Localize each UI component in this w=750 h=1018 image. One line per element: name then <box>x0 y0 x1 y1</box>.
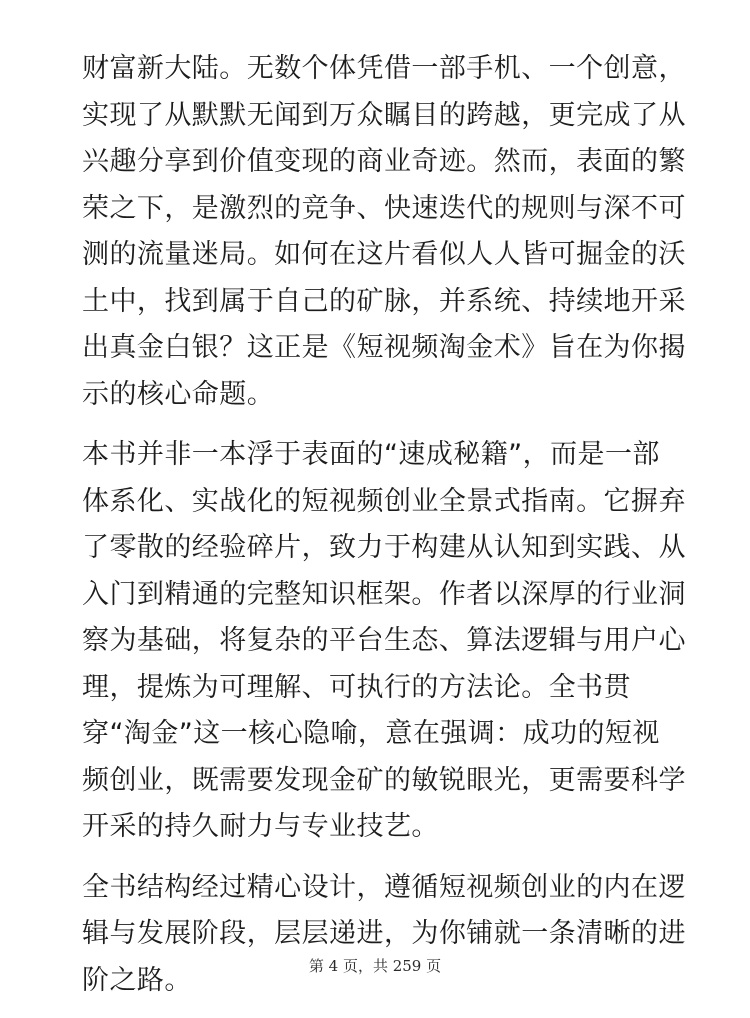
text-line: 本书并非一本浮于表面的“速成秘籍”，而是一部 <box>82 439 660 470</box>
text-line: 出真金白银？这正是《短视频淘金术》旨在为你揭 <box>82 332 686 363</box>
paragraph-2 <box>82 432 692 851</box>
text-line: 全书结构经过精心设计，遵循短视频创业的内在逻 <box>82 871 686 903</box>
paragraph-1 <box>82 46 692 418</box>
page-number-indicator: 第 4 页，共 259 页 <box>308 957 442 975</box>
text-line: 频创业，既需要发现金矿的敏锐眼光，更需要科学 <box>82 764 686 796</box>
text-line: 穿“淘金”这一核心隐喻，意在强调：成功的短视 <box>82 718 660 749</box>
text-line: 察为基础，将复杂的平台生态、算法逻辑与用户心 <box>82 625 686 656</box>
text-line: 辑与发展阶段，层层递进，为你铺就一条清晰的进 <box>82 918 686 949</box>
text-line: 财富新大陆。无数个体凭借一部手机、一个创意， <box>82 53 686 84</box>
text-line: 测的流量迷局。如何在这片看似人人皆可掘金的沃 <box>82 239 686 270</box>
text-line: 示的核心命题。 <box>82 378 275 410</box>
text-line: 开采的持久耐力与专业技艺。 <box>82 811 439 842</box>
text-line: 体系化、实战化的短视频创业全景式指南。它摒弃 <box>82 485 686 517</box>
text-line: 兴趣分享到价值变现的商业奇迹。然而，表面的繁 <box>82 146 686 177</box>
text-line: 理，提炼为可理解、可执行的方法论。全书贯 <box>82 671 631 703</box>
paragraph-3 <box>82 865 692 1005</box>
text-line: 土中，找到属于自己的矿脉，并系统、持续地开采 <box>82 285 686 317</box>
text-line: 了零散的经验碎片，致力于构建从认知到实践、从 <box>82 532 686 563</box>
text-line: 入门到精通的完整知识框架。作者以深厚的行业洞 <box>82 578 686 610</box>
text-line: 阶之路。 <box>82 964 192 996</box>
text-line: 实现了从默默无闻到万众瞩目的跨越，更完成了从 <box>82 99 686 131</box>
text-line: 荣之下，是激烈的竞争、快速迭代的规则与深不可 <box>82 192 686 224</box>
document-body <box>82 46 692 1018</box>
